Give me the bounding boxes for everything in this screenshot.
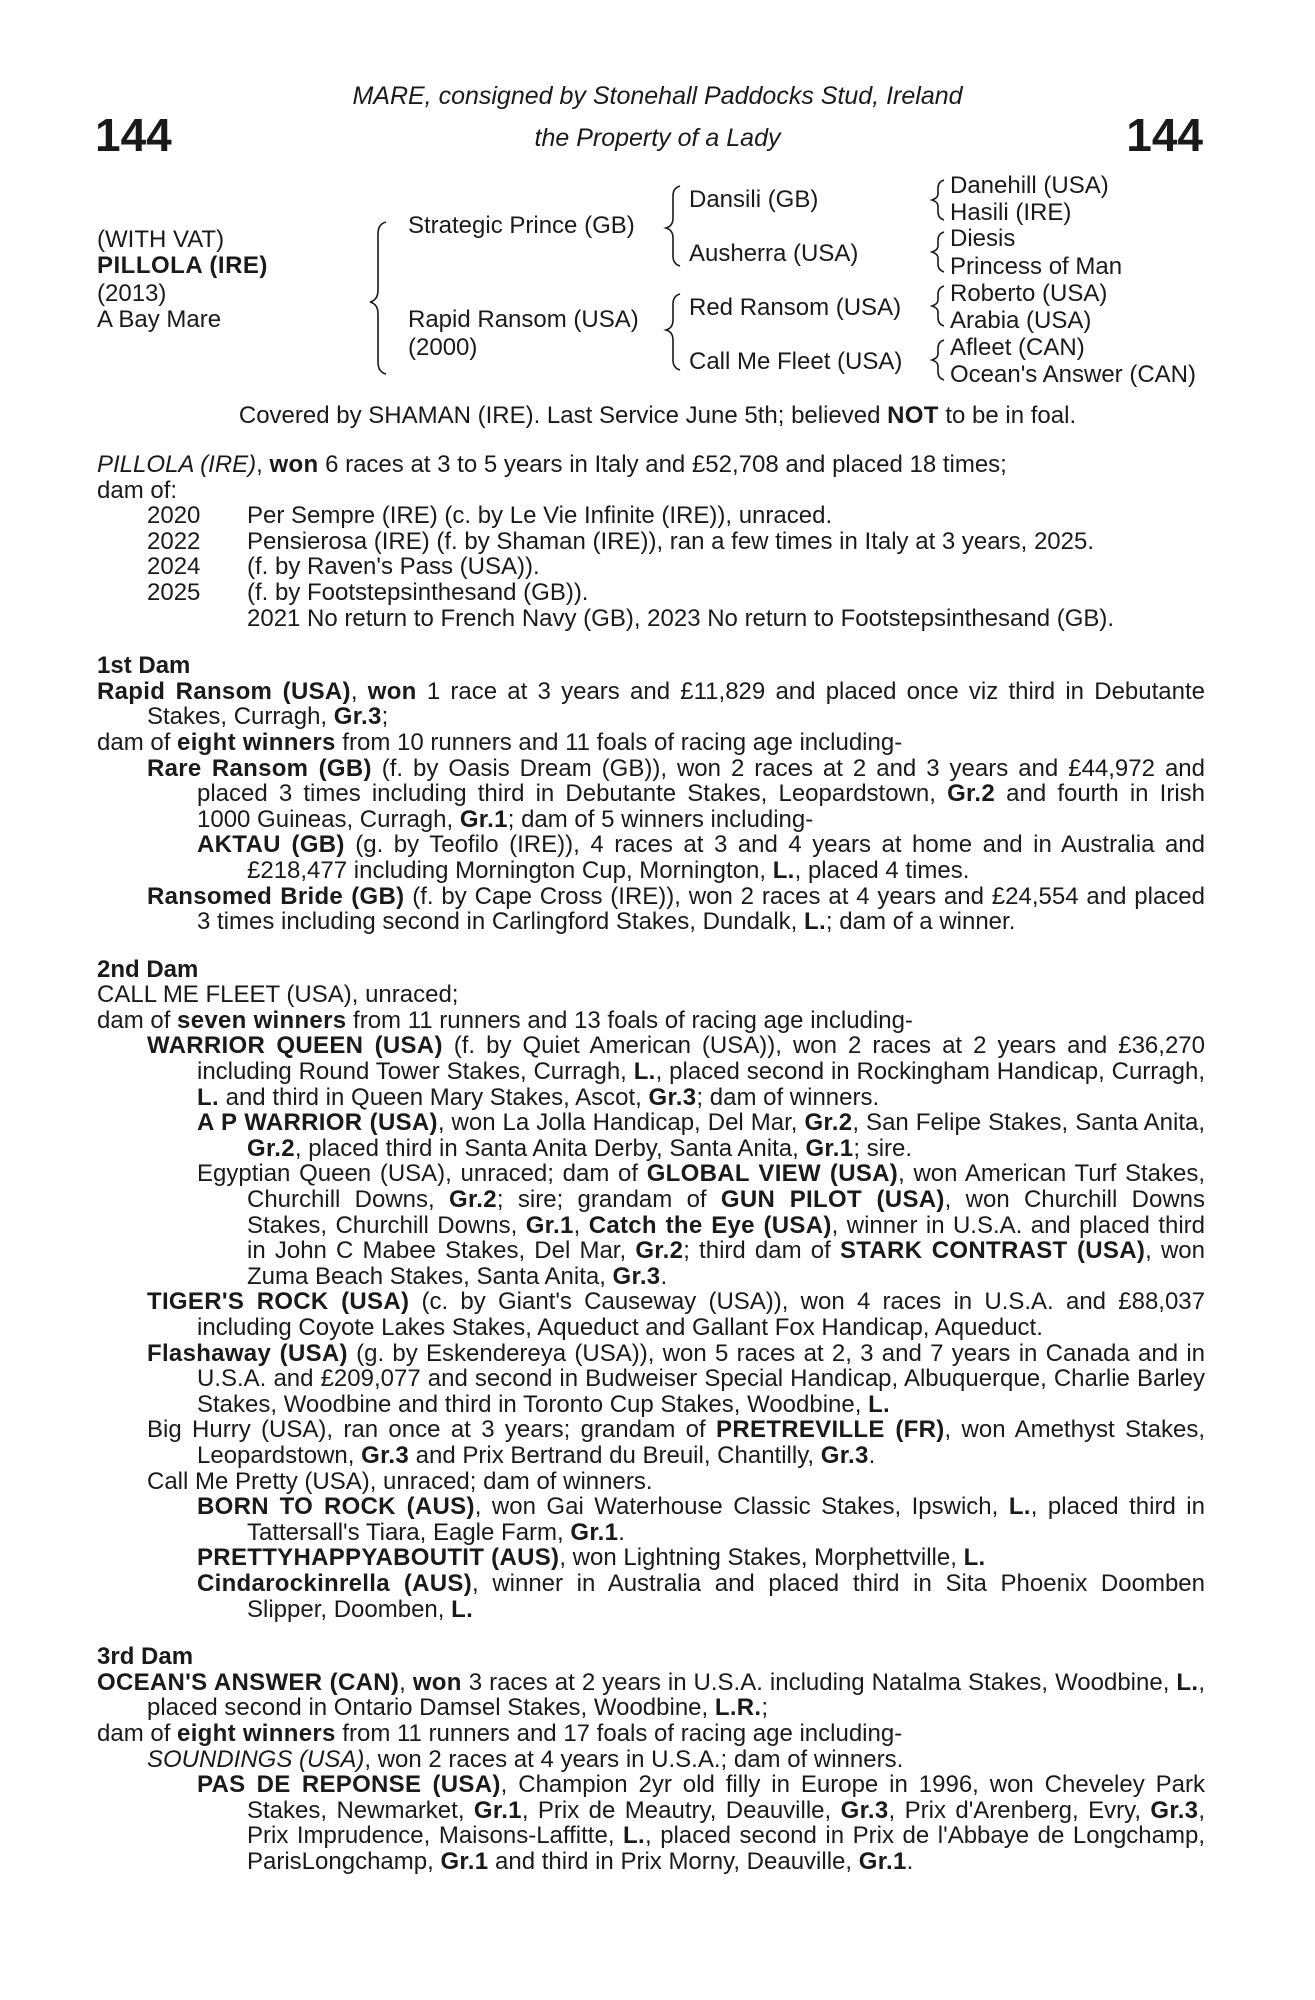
second-dam-entry: PRETTYHAPPYABOUTIT (AUS), won Lightning Stakes, Morphettville, L. [197, 1544, 986, 1572]
third-dam-entry: PAS DE REPONSE (USA), Champion 2yr old filly in Europe in 1996, won Cheveley Park Stakes, Newmarket, Gr.1, Prix de Meautry, Deauville, Gr.3, Prix d'Arenberg, Evry, Gr.3, Prix Imprudence, Maisons-Laffitte, L., placed second in Prix de l'Abbaye de Longchamp, ParisLongchamp, Gr.1 and third in Prix Morny, Deauville, Gr.1. [197, 1771, 1205, 1875]
lot-number-left: 144 [95, 109, 172, 161]
third-dam-heading: 3rd Dam [97, 1643, 194, 1671]
foal-item: 2024 (f. by Raven's Pass (USA)). [147, 553, 540, 581]
sire-name: Strategic Prince (GB) [408, 212, 635, 239]
property-line: the Property of a Lady [534, 124, 781, 152]
second-dam-entry: WARRIOR QUEEN (USA) (f. by Quiet American (USA)), won 2 races at 2 years and £36,270 including Round Tower Stakes, Curragh, L., placed second in Rockingham Handicap, Curragh, L. and third in Queen Mary Stakes, Ascot, Gr.3; dam of winners. [147, 1032, 1205, 1111]
ancestor-8: Ocean's Answer (CAN) [950, 361, 1196, 388]
sire-dam: Ausherra (USA) [689, 240, 859, 267]
ancestor-3: Diesis [950, 225, 1016, 252]
third-dam-dam-of: dam of eight winners from 11 runners and 17 foals of racing age including- [97, 1719, 903, 1747]
foal-list [97, 503, 1205, 631]
horse-name: PILLOLA (IRE) [97, 252, 268, 279]
covered-line: Covered by SHAMAN (IRE). Last Service June 5th; believed NOT to be in foal. [238, 402, 1077, 429]
dam-sire: Red Ransom (USA) [689, 294, 902, 321]
dam-dam: Call Me Fleet (USA) [689, 348, 903, 375]
first-dam-heading: 1st Dam [97, 652, 191, 680]
third-dam-entry: SOUNDINGS (USA), won 2 races at 4 years in U.S.A.; dam of winners. [147, 1745, 904, 1773]
mare-record: PILLOLA (IRE), won 6 races at 3 to 5 years in Italy and £52,708 and placed 18 times; [97, 451, 1007, 478]
first-dam-dam-of: dam of eight winners from 10 runners and 11 foals of racing age including- [97, 728, 903, 756]
ancestor-7: Afleet (CAN) [950, 334, 1085, 361]
dam-name: Rapid Ransom (USA) [408, 306, 639, 333]
first-dam-entry: Rare Ransom (GB) (f. by Oasis Dream (GB)), won 2 races at 2 and 3 years and £44,972 and placed 3 times including third in Debutante Stakes, Leopardstown, Gr.2 and fourth in Irish 1000 Guineas, Curragh, Gr.1; dam of 5 winners including- [147, 754, 1206, 833]
ancestor-2: Hasili (IRE) [950, 199, 1072, 226]
sire-sire: Dansili (GB) [689, 186, 819, 213]
second-dam-entry: TIGER'S ROCK (USA) (c. by Giant's Causeway (USA)), won 4 races in U.S.A. and £88,037 including Coyote Lakes Stakes, Aqueduct and Gallant Fox Handicap, Aqueduct. [147, 1288, 1205, 1341]
vat-label: (WITH VAT) [97, 226, 225, 253]
second-dam-dam-of: dam of seven winners from 11 runners and 13 foals of racing age including- [97, 1006, 913, 1034]
second-dam-entry: Big Hurry (USA), ran once at 3 years; grandam of PRETREVILLE (FR), won Amethyst Stakes, Leopardstown, Gr.3 and Prix Bertrand du Breuil, Chantilly, Gr.3. [147, 1416, 1206, 1469]
second-dam-entry: Flashaway (USA) (g. by Eskendereya (USA)), won 5 races at 2, 3 and 7 years in Canada and in U.S.A. and £209,077 and second in Budweiser Special Handicap, Albuquerque, Charlie Barley Stakes, Woodbine and third in Toronto Cup Stakes, Woodbine, L. [147, 1339, 1206, 1418]
consignor-line: MARE, consigned by Stonehall Paddocks Stud, Ireland [352, 82, 963, 110]
foal-item: 2021 No return to French Navy (GB), 2023 No return to Footstepsinthesand (GB). [247, 604, 1115, 632]
first-dam-entry: Ransomed Bride (GB) (f. by Cape Cross (IRE)), won 2 races at 4 years and £24,554 and placed 3 times including second in Carlingford Stakes, Dundalk, L.; dam of a winner. [147, 882, 1205, 936]
second-dam-entry: Cindarockinrella (AUS), winner in Australia and placed third in Sita Phoenix Doomben Slipper, Doomben, L. [197, 1569, 1205, 1623]
horse-description: A Bay Mare [97, 306, 222, 333]
ancestor-1: Danehill (USA) [950, 172, 1109, 199]
horse-year: (2013) [97, 280, 167, 307]
first-dam-record: Rapid Ransom (USA), won 1 race at 3 years and £11,829 and placed once viz third in Debutante Stakes, Curragh, Gr.3; [97, 677, 1205, 731]
second-dam-name: CALL ME FLEET (USA), unraced; [97, 981, 459, 1009]
foal-item: 2025 (f. by Footstepsinthesand (GB)). [147, 578, 589, 606]
second-dam-entry: Egyptian Queen (USA), unraced; dam of GLOBAL VIEW (USA), won American Turf Stakes, Churchill Downs, Gr.2; sire; grandam of GUN PILOT (USA), won Churchill Downs Stakes, Churchill Downs, Gr.1, Catch the Eye (USA), winner in U.S.A. and placed third in John C Mabee Stakes, Del Mar, Gr.2; third dam of STARK CONTRAST (USA), won Zuma Beach Stakes, Santa Anita, Gr.3. [197, 1160, 1206, 1290]
foal-item: 2022 Pensierosa (IRE) (f. by Shaman (IRE)), ran a few times in Italy at 3 years, 2025. [147, 527, 1094, 555]
second-dam-entry: BORN TO ROCK (AUS), won Gai Waterhouse Classic Stakes, Ipswich, L., placed third in Tattersall's Tiara, Eagle Farm, Gr.1. [197, 1493, 1205, 1546]
ancestor-5: Roberto (USA) [950, 280, 1108, 307]
second-dam-entry: A P WARRIOR (USA), won La Jolla Handicap, Del Mar, Gr.2, San Felipe Stakes, Santa Anita, Gr.2, placed third in Santa Anita Derby, Santa Anita, Gr.1; sire. [197, 1109, 1206, 1162]
dam-year: (2000) [408, 334, 478, 361]
ancestor-4: Princess of Man [950, 253, 1123, 280]
second-dam-heading: 2nd Dam [97, 955, 199, 983]
foal-item: 2020 Per Sempre (IRE) (c. by Le Vie Infinite (IRE)), unraced. [147, 502, 833, 530]
ancestor-6: Arabia (USA) [950, 307, 1092, 334]
third-dam-record: OCEAN'S ANSWER (CAN), won 3 races at 2 years in U.S.A. including Natalma Stakes, Woodbine, L., placed second in Ontario Damsel Stakes, Woodbine, L.R.; [97, 1668, 1205, 1722]
pedigree-braces [0, 0, 1315, 400]
mare-dam-of: dam of: [97, 476, 178, 504]
lot-number-right: 144 [1126, 109, 1203, 161]
catalogue-body [97, 452, 1205, 1874]
first-dam-entry: AKTAU (GB) (g. by Teofilo (IRE)), 4 races at 3 and 4 years at home and in Australia and £218,477 including Mornington Cup, Mornington, L., placed 4 times. [197, 831, 1206, 884]
second-dam-entry: Call Me Pretty (USA), unraced; dam of winners. [147, 1467, 653, 1495]
